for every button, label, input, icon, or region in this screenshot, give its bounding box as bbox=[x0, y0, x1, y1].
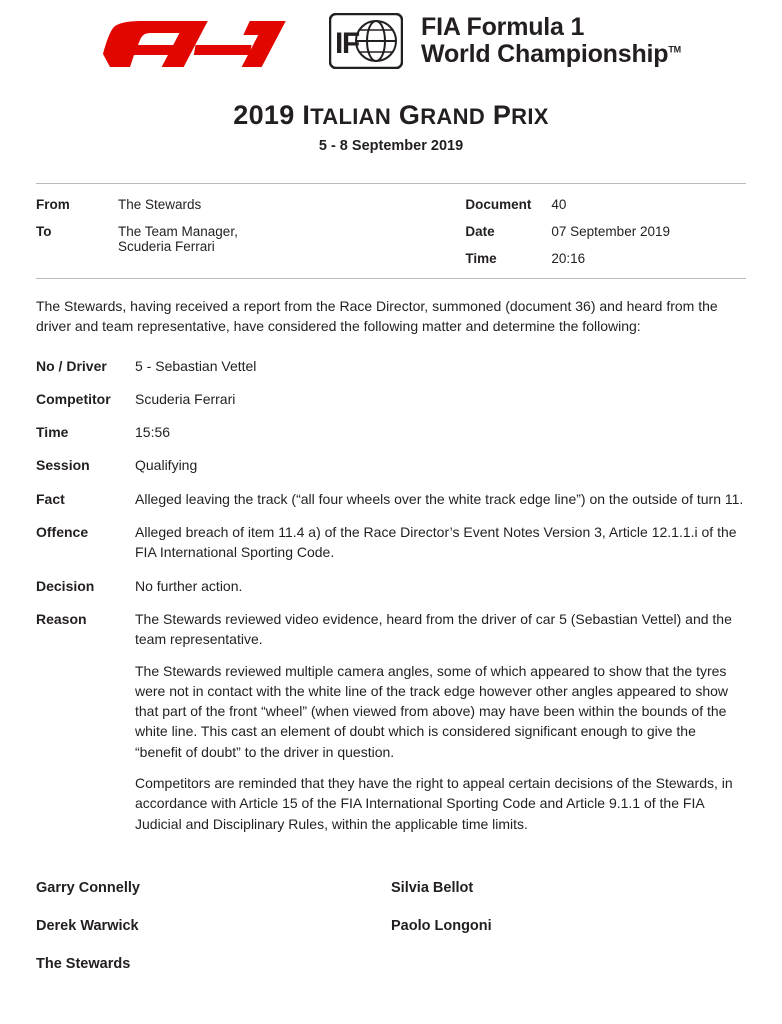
detail-row bbox=[36, 489, 746, 509]
detail-paragraph: The Stewards reviewed video evidence, heard from the driver of car 5 (Sebastian Vettel) and the team representative. bbox=[135, 610, 732, 648]
detail-row bbox=[36, 356, 746, 376]
intro-paragraph: The Stewards, having received a report from the Race Director, summoned (document 36) and heard from the driver and team representative, have considered the following matter and determine the following: bbox=[36, 298, 718, 335]
detail-paragraph: Competitors are reminded that they have the right to appeal certain decisions of the Stewards, in accordance with Article 15 of the FIA International Sporting Code and Article 9.1.1 of the FIA Judicial and Disciplinary Rules, within the applicable time limits. bbox=[135, 775, 733, 832]
meta-left-column bbox=[36, 197, 419, 268]
to-value-line1: The Team Manager, bbox=[118, 224, 238, 239]
detail-row bbox=[36, 576, 746, 596]
date-label: Date bbox=[465, 224, 495, 239]
steward-name: Garry Connelly bbox=[36, 880, 140, 896]
detail-label: No / Driver bbox=[36, 357, 107, 374]
page-title: 2019 ITALIAN GRAND PRIX bbox=[233, 100, 549, 130]
detail-paragraph: The Stewards reviewed multiple camera angles, some of which appeared to show that the tyres were not in contact with the white line of the track edge however other angles appeared to show that part of the front “wheel” (when viewed from above) may have been within the bounds of the white line. This cast an element of doubt which is considered significant enough to give the “benefit of doubt” to the driver in question. bbox=[135, 662, 729, 760]
steward-name: Paolo Longoni bbox=[391, 918, 492, 934]
detail-value bbox=[135, 455, 746, 475]
detail-row bbox=[36, 422, 746, 442]
meta-right-column bbox=[419, 197, 746, 268]
document-header bbox=[36, 0, 746, 72]
detail-paragraph: 5 - Sebastian Vettel bbox=[135, 357, 257, 374]
meta-row-date bbox=[465, 224, 746, 239]
detail-value bbox=[135, 576, 746, 596]
detail-paragraph: Scuderia Ferrari bbox=[135, 390, 236, 407]
date-value: 07 September 2019 bbox=[551, 224, 670, 239]
signature-row bbox=[36, 956, 746, 972]
detail-paragraph: No further action. bbox=[135, 577, 243, 594]
detail-label: Offence bbox=[36, 524, 89, 541]
detail-paragraph: Qualifying bbox=[135, 457, 198, 474]
svg-text:F: F bbox=[341, 27, 361, 60]
steward-name: Derek Warwick bbox=[36, 918, 139, 934]
meta-block bbox=[36, 184, 746, 278]
divider-bottom bbox=[36, 278, 746, 279]
signature-row bbox=[36, 918, 746, 934]
detail-label: Time bbox=[36, 424, 69, 441]
detail-value bbox=[135, 422, 746, 442]
detail-value bbox=[135, 522, 746, 563]
detail-value bbox=[135, 609, 746, 834]
document-value: 40 bbox=[551, 197, 567, 212]
detail-paragraph: Alleged breach of item 11.4 a) of the Race Director’s Event Notes Version 3, Article 12.1.1.i of the FIA International Sporting Code. bbox=[135, 524, 737, 561]
decision-details bbox=[36, 356, 746, 834]
event-dates: 5 - 8 September 2019 bbox=[318, 138, 464, 154]
detail-row bbox=[36, 455, 746, 475]
fia-wordmark-line1: FIA Formula 1 bbox=[421, 13, 585, 41]
detail-label: Competitor bbox=[36, 390, 111, 407]
detail-row bbox=[36, 389, 746, 409]
from-value: The Stewards bbox=[118, 197, 202, 212]
signature-block bbox=[36, 880, 746, 994]
trademark-mark: TM bbox=[668, 44, 681, 55]
detail-value bbox=[135, 356, 746, 376]
detail-label: Reason bbox=[36, 610, 87, 627]
fia-wordmark bbox=[421, 15, 681, 67]
meta-row-document bbox=[465, 197, 746, 212]
detail-label: Fact bbox=[36, 490, 65, 507]
detail-value bbox=[135, 389, 746, 409]
f1-logo bbox=[101, 14, 311, 68]
steward-name bbox=[391, 956, 746, 972]
detail-row bbox=[36, 609, 746, 834]
meta-row-time bbox=[465, 251, 746, 266]
fia-badge-icon bbox=[329, 13, 403, 69]
to-label: To bbox=[36, 224, 52, 239]
svg-text:I: I bbox=[335, 27, 344, 60]
fia-wordmark-line2: World Championship™ bbox=[421, 40, 681, 68]
time-label: Time bbox=[465, 251, 497, 266]
steward-name: Silvia Bellot bbox=[391, 880, 474, 896]
detail-label: Decision bbox=[36, 577, 95, 594]
title-block bbox=[36, 100, 746, 154]
detail-row bbox=[36, 522, 746, 563]
to-value bbox=[118, 224, 419, 254]
to-value-line2: Scuderia Ferrari bbox=[118, 239, 215, 254]
signature-row bbox=[36, 880, 746, 896]
steward-name: The Stewards bbox=[36, 956, 131, 972]
meta-row-from bbox=[36, 197, 419, 212]
detail-paragraph: 15:56 bbox=[135, 424, 171, 441]
from-label: From bbox=[36, 197, 70, 212]
detail-value bbox=[135, 489, 746, 509]
detail-paragraph: Alleged leaving the track (“all four wheels over the white track edge line”) on the outside of turn 11. bbox=[135, 490, 744, 507]
time-value: 20:16 bbox=[551, 251, 586, 266]
meta-row-to bbox=[36, 224, 419, 254]
detail-label: Session bbox=[36, 457, 90, 474]
document-label: Document bbox=[465, 197, 532, 212]
